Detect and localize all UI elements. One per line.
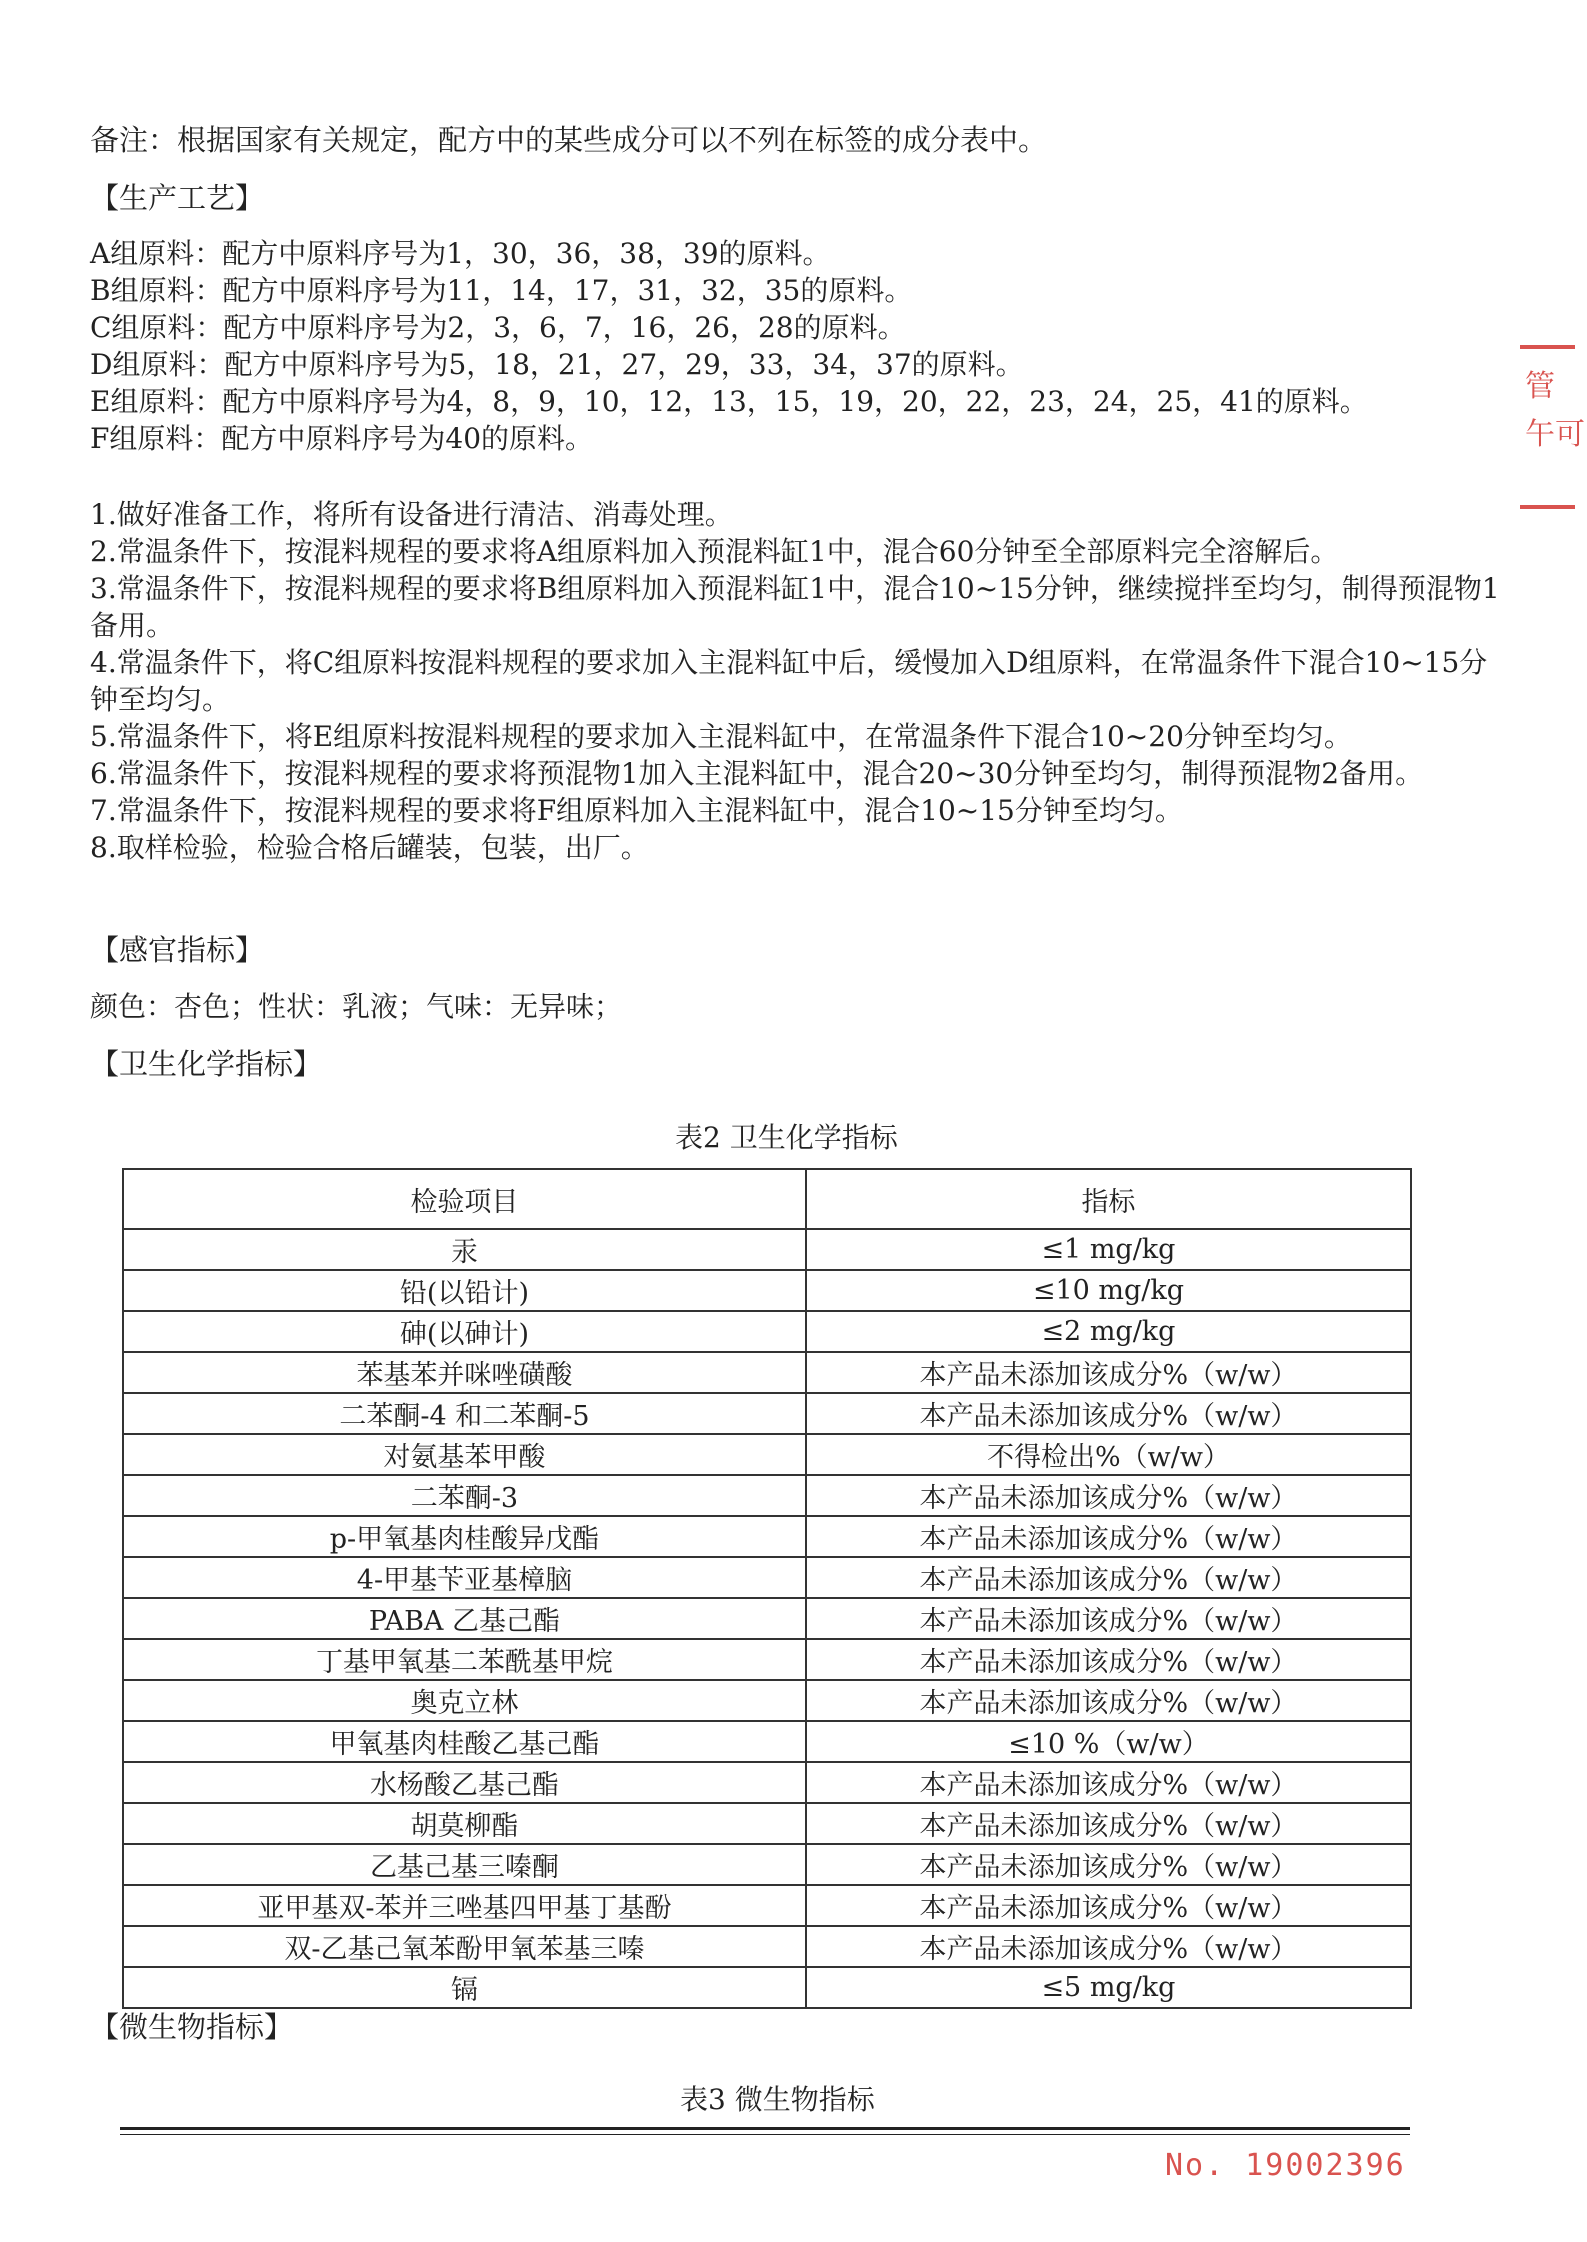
table-row <box>123 1557 1411 1598</box>
cell-value: ≤1 mg/kg <box>806 1229 1411 1270</box>
raw-group-f: F组原料：配方中原料序号为40的原料。 <box>90 422 594 455</box>
cell-value: 本产品未添加该成分%（w/w） <box>806 1680 1411 1721</box>
raw-group-b: B组原料：配方中原料序号为11，14，17，31，32，35的原料。 <box>90 274 913 307</box>
table-row <box>123 1762 1411 1803</box>
cell-item: 奥克立林 <box>123 1680 806 1721</box>
cell-value: 本产品未添加该成分%（w/w） <box>806 1475 1411 1516</box>
cell-item: 砷(以砷计) <box>123 1311 806 1352</box>
raw-group-d: D组原料：配方中原料序号为5，18，21，27，29，33，34，37的原料。 <box>90 348 1024 381</box>
table-row <box>123 1639 1411 1680</box>
stamp-border-bottom <box>1520 505 1575 509</box>
cell-value: ≤5 mg/kg <box>806 1967 1411 2008</box>
stamp-text: 管 午可 <box>1525 369 1585 452</box>
cell-item: 二苯酮-3 <box>123 1475 806 1516</box>
table-row <box>123 1475 1411 1516</box>
cell-value: 本产品未添加该成分%（w/w） <box>806 1557 1411 1598</box>
hygiene-table <box>122 1168 1412 2009</box>
raw-group-a: A组原料：配方中原料序号为1，30，36，38，39的原料。 <box>90 237 831 270</box>
cell-value: 本产品未添加该成分%（w/w） <box>806 1762 1411 1803</box>
official-stamp <box>1520 345 1585 510</box>
serial-number: No. 19002396 <box>1165 2148 1406 2183</box>
table-row <box>123 1844 1411 1885</box>
column-header-item: 检验项目 <box>123 1169 806 1229</box>
cell-value: 本产品未添加该成分%（w/w） <box>806 1885 1411 1926</box>
hygiene-table-body <box>123 1229 1411 2008</box>
cell-item: p-甲氧基肉桂酸异戊酯 <box>123 1516 806 1557</box>
stamp-border-top <box>1520 345 1575 349</box>
process-step: 1.做好准备工作，将所有设备进行清洁、消毒处理。 <box>90 498 733 531</box>
table-row <box>123 1598 1411 1639</box>
cell-value: 本产品未添加该成分%（w/w） <box>806 1393 1411 1434</box>
process-step: 4.常温条件下，将C组原料按混料规程的要求加入主混料缸中后，缓慢加入D组原料，在常温条件下混合10~15分钟至均匀。 <box>90 646 1488 716</box>
table-row <box>123 1311 1411 1352</box>
cell-item: 丁基甲氧基二苯酰基甲烷 <box>123 1639 806 1680</box>
cell-value: 本产品未添加该成分%（w/w） <box>806 1639 1411 1680</box>
table3-top-rule-thin <box>120 2134 1410 2135</box>
cell-item: 对氨基苯甲酸 <box>123 1434 806 1475</box>
table-row <box>123 1721 1411 1762</box>
raw-group-c: C组原料：配方中原料序号为2，3，6，7，16，26，28的原料。 <box>90 311 906 344</box>
process-step: 8.取样检验，检验合格后罐装，包装，出厂。 <box>90 831 649 864</box>
cell-item: 乙基己基三嗪酮 <box>123 1844 806 1885</box>
process-step: 3.常温条件下，按混料规程的要求将B组原料加入预混料缸1中，混合10~15分钟，继续搅拌至均匀，制得预混物1备用。 <box>90 572 1500 642</box>
table-row <box>123 1680 1411 1721</box>
cell-item: 二苯酮-4 和二苯酮-5 <box>123 1393 806 1434</box>
process-step: 2.常温条件下，按混料规程的要求将A组原料加入预混料缸1中，混合60分钟至全部原料完全溶解后。 <box>90 535 1339 568</box>
cell-value: 本产品未添加该成分%（w/w） <box>806 1844 1411 1885</box>
process-heading: 【生产工艺】 <box>90 181 265 215</box>
cell-item: 水杨酸乙基己酯 <box>123 1762 806 1803</box>
table-row <box>123 1803 1411 1844</box>
process-step: 7.常温条件下，按混料规程的要求将F组原料加入主混料缸中，混合10~15分钟至均匀。 <box>90 794 1183 827</box>
table-row <box>123 1434 1411 1475</box>
table-row <box>123 1885 1411 1926</box>
sensory-heading: 【感官指标】 <box>90 933 265 967</box>
cell-value: 本产品未添加该成分%（w/w） <box>806 1352 1411 1393</box>
cell-value: 不得检出%（w/w） <box>806 1434 1411 1475</box>
cell-item: 4-甲基苄亚基樟脑 <box>123 1557 806 1598</box>
table3-top-rule <box>120 2127 1410 2130</box>
cell-item: 苯基苯并咪唑磺酸 <box>123 1352 806 1393</box>
cell-item: 双-乙基己氧苯酚甲氧苯基三嗪 <box>123 1926 806 1967</box>
raw-group-e: E组原料：配方中原料序号为4，8，9，10，12，13，15，19，20，22，23，24，25，41的原料。 <box>90 385 1368 418</box>
table-row <box>123 1393 1411 1434</box>
table-row <box>123 1967 1411 2008</box>
note-text: 备注：根据国家有关规定，配方中的某些成分可以不列在标签的成分表中。 <box>90 123 1048 157</box>
cell-value: 本产品未添加该成分%（w/w） <box>806 1598 1411 1639</box>
table2-caption: 表2 卫生化学指标 <box>675 1121 898 1154</box>
hygiene-heading: 【卫生化学指标】 <box>90 1047 323 1081</box>
cell-item: 胡莫柳酯 <box>123 1803 806 1844</box>
cell-value: 本产品未添加该成分%（w/w） <box>806 1516 1411 1557</box>
table-row <box>123 1229 1411 1270</box>
cell-value: 本产品未添加该成分%（w/w） <box>806 1926 1411 1967</box>
cell-item: 铅(以铅计) <box>123 1270 806 1311</box>
cell-item: 甲氧基肉桂酸乙基己酯 <box>123 1721 806 1762</box>
table-row <box>123 1270 1411 1311</box>
table-row <box>123 1516 1411 1557</box>
cell-value: ≤10 mg/kg <box>806 1270 1411 1311</box>
cell-item: 镉 <box>123 1967 806 2008</box>
cell-value: ≤10 %（w/w） <box>806 1721 1411 1762</box>
table-header-row <box>123 1169 1411 1229</box>
sensory-text: 颜色：杏色；性状：乳液；气味：无异味； <box>90 990 623 1023</box>
table-row <box>123 1352 1411 1393</box>
table-row <box>123 1926 1411 1967</box>
raw-material-groups <box>90 235 1368 457</box>
cell-value: 本产品未添加该成分%（w/w） <box>806 1803 1411 1844</box>
column-header-index: 指标 <box>806 1169 1411 1229</box>
process-step: 6.常温条件下，按混料规程的要求将预混物1加入主混料缸中，混合20~30分钟至均匀，制得预混物2备用。 <box>90 757 1424 790</box>
table3-caption: 表3 微生物指标 <box>680 2083 875 2116</box>
cell-item: PABA 乙基己酯 <box>123 1598 806 1639</box>
micro-heading: 【微生物指标】 <box>90 2010 294 2044</box>
process-steps <box>90 496 1510 866</box>
process-step: 5.常温条件下，将E组原料按混料规程的要求加入主混料缸中，在常温条件下混合10~20分钟至均匀。 <box>90 720 1352 753</box>
cell-value: ≤2 mg/kg <box>806 1311 1411 1352</box>
cell-item: 亚甲基双-苯并三唑基四甲基丁基酚 <box>123 1885 806 1926</box>
cell-item: 汞 <box>123 1229 806 1270</box>
